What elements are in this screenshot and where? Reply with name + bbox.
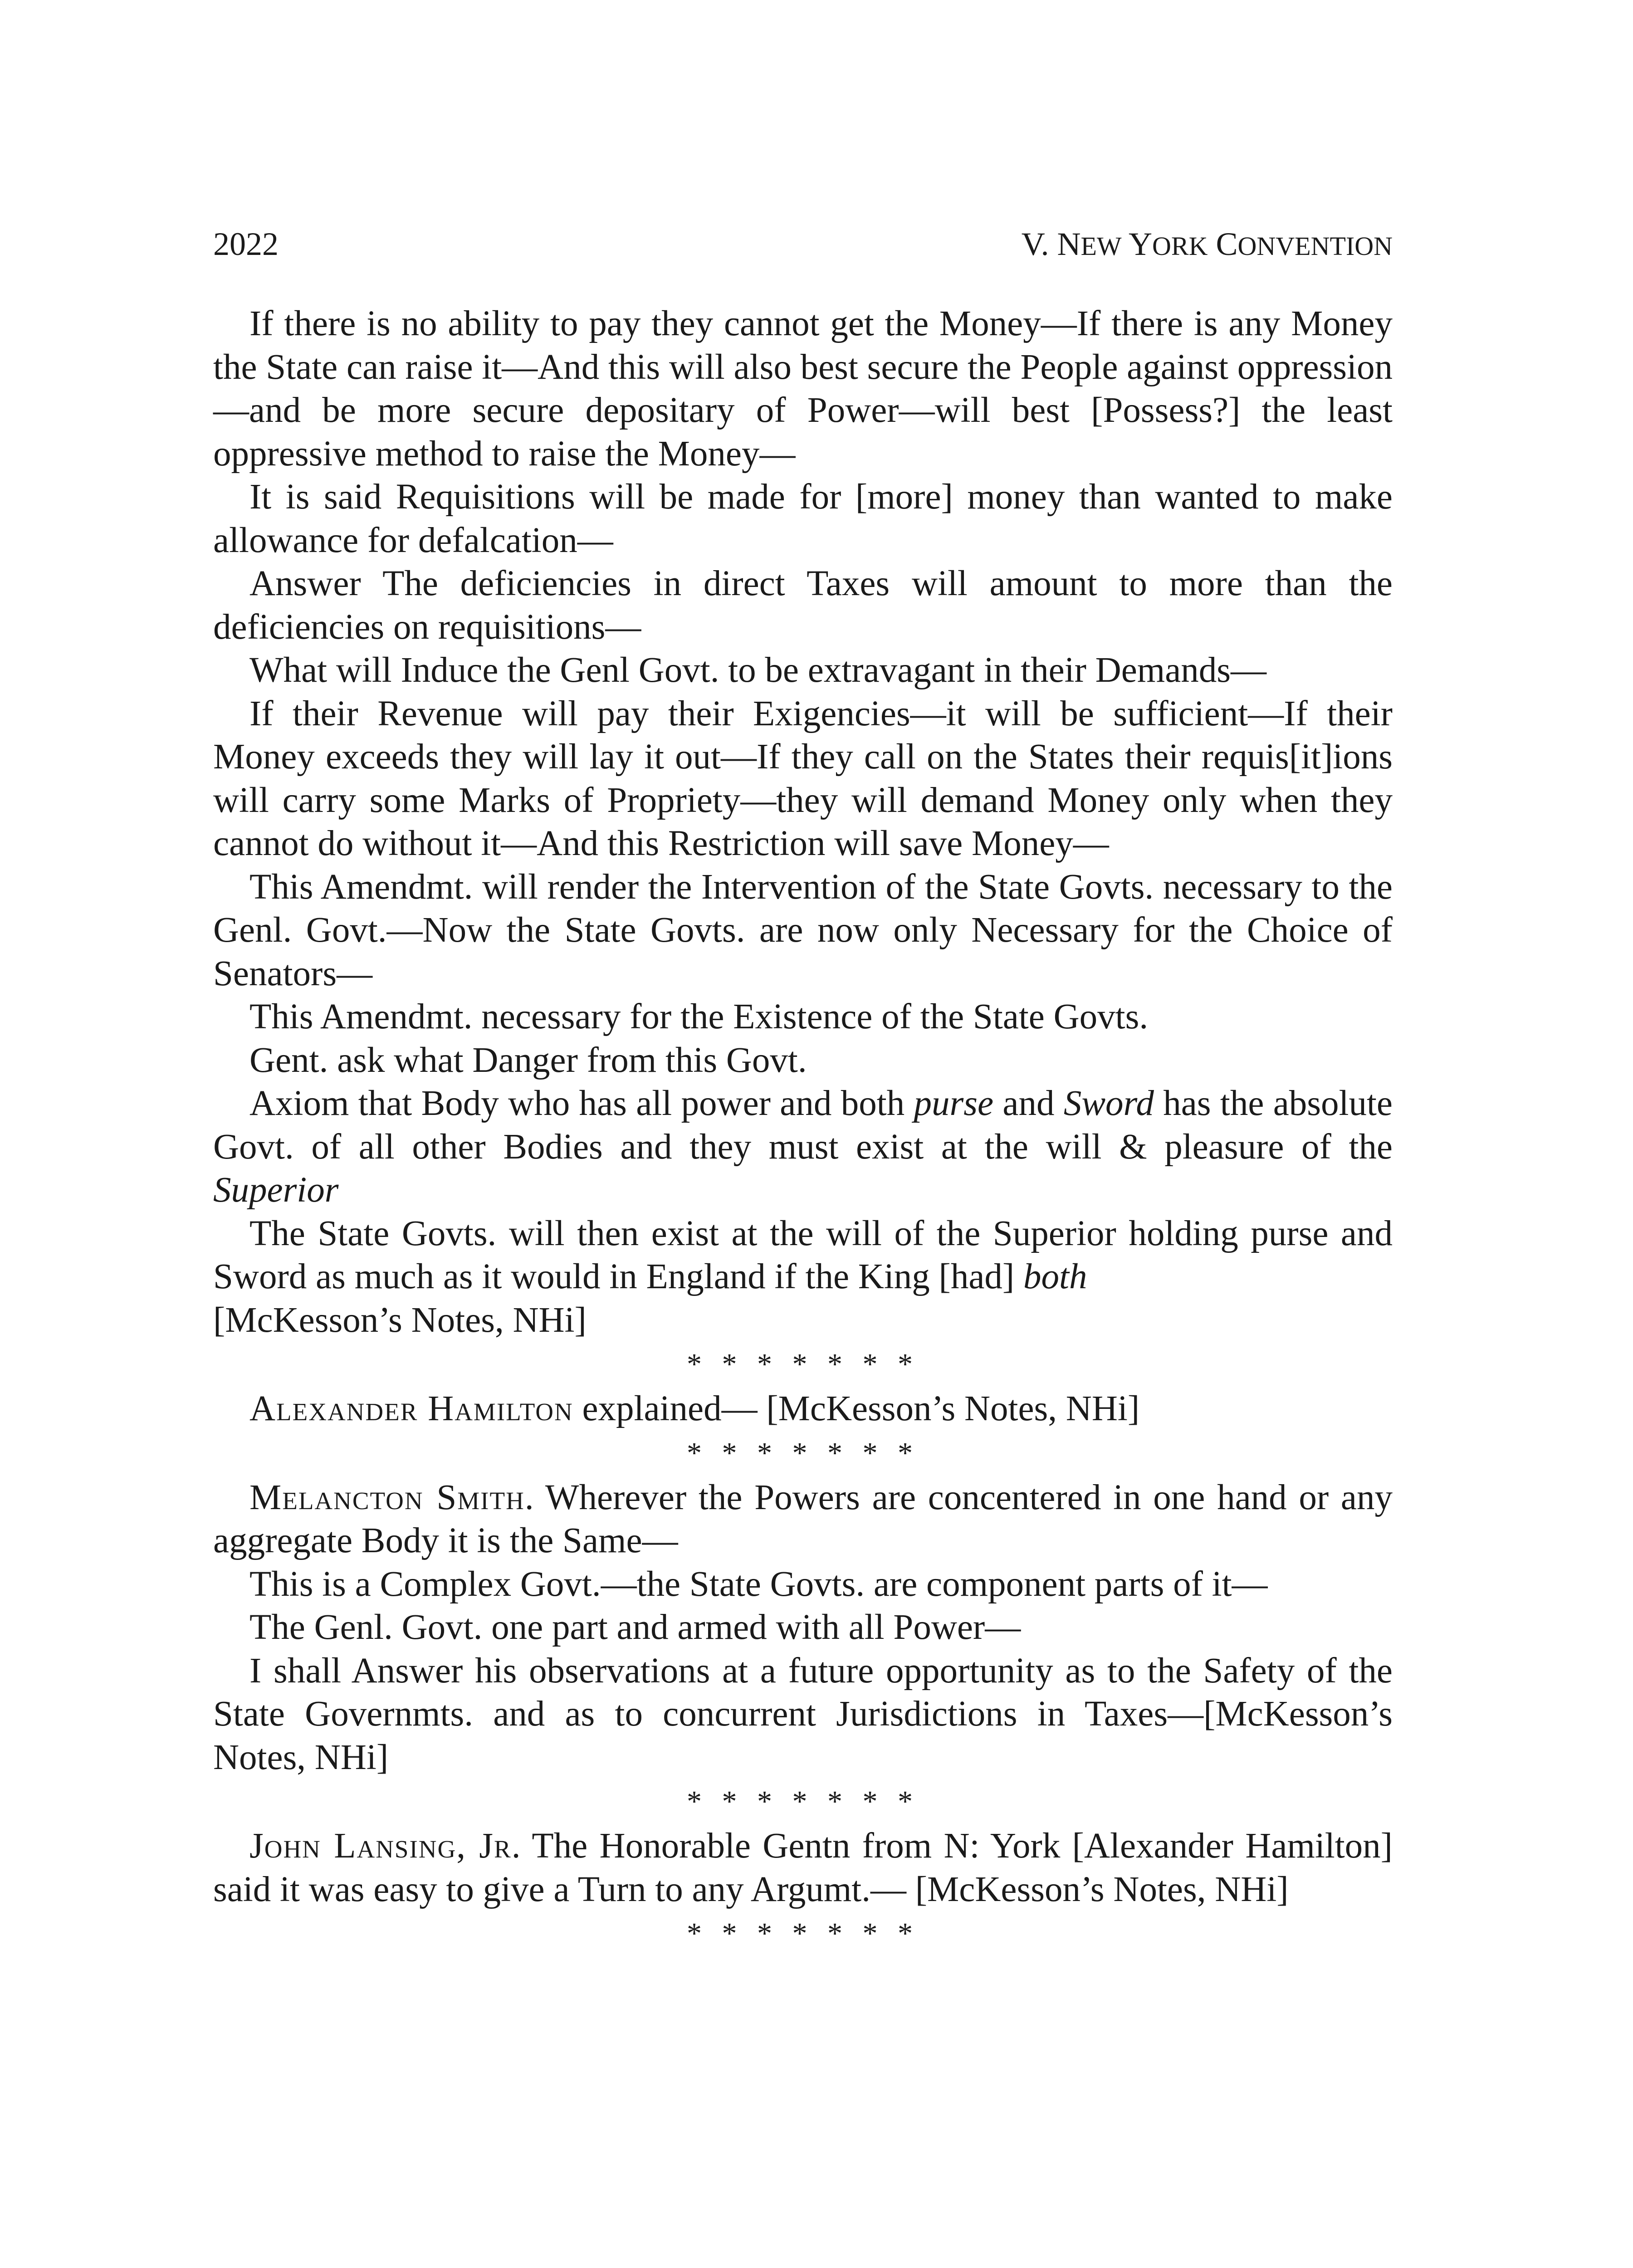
document-page	[213, 222, 1393, 1956]
section-separator: * * * * * * *	[687, 1917, 919, 1950]
speaker-name: Melancton Smith	[249, 1477, 525, 1517]
italic-word: both	[1023, 1257, 1087, 1296]
section-separator: * * * * * * *	[687, 1436, 919, 1470]
paragraph: It is said Requisitions will be made for [more] money than wanted to make allowance for defalcation—	[213, 477, 1393, 560]
body-text	[213, 302, 1393, 1956]
paragraph: The Genl. Govt. one part and armed with all Power—	[249, 1608, 1021, 1647]
paragraph: The State Govts. will then exist at the will of the Superior holding purse and Sword as much as it would in England if the King [had] both [McKesson’s Notes, NHi]	[213, 1213, 1393, 1340]
source-citation: [McKesson’s Notes, NHi]	[213, 1300, 587, 1340]
paragraph: I shall Answer his observations at a future opportunity as to the Safety of the State Governmts. and as to concurrent Jurisdictions in Taxes—[McKesson’s Notes, NHi]	[213, 1651, 1393, 1777]
section-title: V. NEW YORK CONVENTION	[1021, 226, 1393, 262]
paragraph: This Amendmt. will render the Intervention of the State Govts. necessary to the Genl. Govt.—Now the State Govts. are now only Necessary for the Choice of Senators—	[213, 867, 1393, 993]
paragraph: What will Induce the Genl Govt. to be extravagant in their Demands—	[249, 650, 1267, 690]
running-head	[213, 222, 1393, 266]
speaker-name: John Lansing, Jr	[249, 1826, 512, 1866]
paragraph: If their Revenue will pay their Exigencies—it will be sufficient—If their Money exceeds they will lay it out—If they call on the States their requis[it]ions will carry some Marks of Propriety—they will demand Money only when they cannot do without it—And this Restriction will save Money—	[213, 694, 1393, 863]
paragraph: Melancton Smith. Wherever the Powers are concentered in one hand or any aggregate Body it is the Same—	[213, 1477, 1393, 1560]
paragraph: This is a Complex Govt.—the State Govts. are component parts of it—	[249, 1564, 1268, 1604]
section-separator: * * * * * * *	[687, 1785, 919, 1818]
paragraph: This Amendmt. necessary for the Existence of the State Govts.	[249, 997, 1149, 1036]
italic-word: purse	[914, 1084, 994, 1123]
paragraph: John Lansing, Jr. The Honorable Gentn from N: York [Alexander Hamilton] said it was easy to give a Turn to any Argumt.— [McKesson’s Notes, NHi]	[213, 1826, 1393, 1909]
paragraph: If there is no ability to pay they cannot get the Money—If there is any Money the State can raise it—And this will also best secure the People against oppression—and be more secure depositary of Power—will best [Possess?] the least oppressive method to raise the Money—	[213, 304, 1393, 474]
italic-word: Superior	[213, 1170, 339, 1210]
page-number: 2022	[213, 226, 279, 262]
paragraph: Answer The deficiencies in direct Taxes will amount to more than the deficiencies on requisitions—	[213, 564, 1393, 647]
italic-word: Sword	[1063, 1084, 1154, 1123]
paragraph: Alexander Hamilton explained— [McKesson’s Notes, NHi]	[249, 1389, 1140, 1428]
paragraph: Gent. ask what Danger from this Govt.	[249, 1040, 807, 1080]
section-separator: * * * * * * *	[687, 1348, 919, 1381]
paragraph: Axiom that Body who has all power and both purse and Sword has the absolute Govt. of all other Bodies and they must exist at the will & pleasure of the Superior	[213, 1084, 1393, 1210]
speaker-name: Alexander Hamilton	[249, 1389, 573, 1428]
